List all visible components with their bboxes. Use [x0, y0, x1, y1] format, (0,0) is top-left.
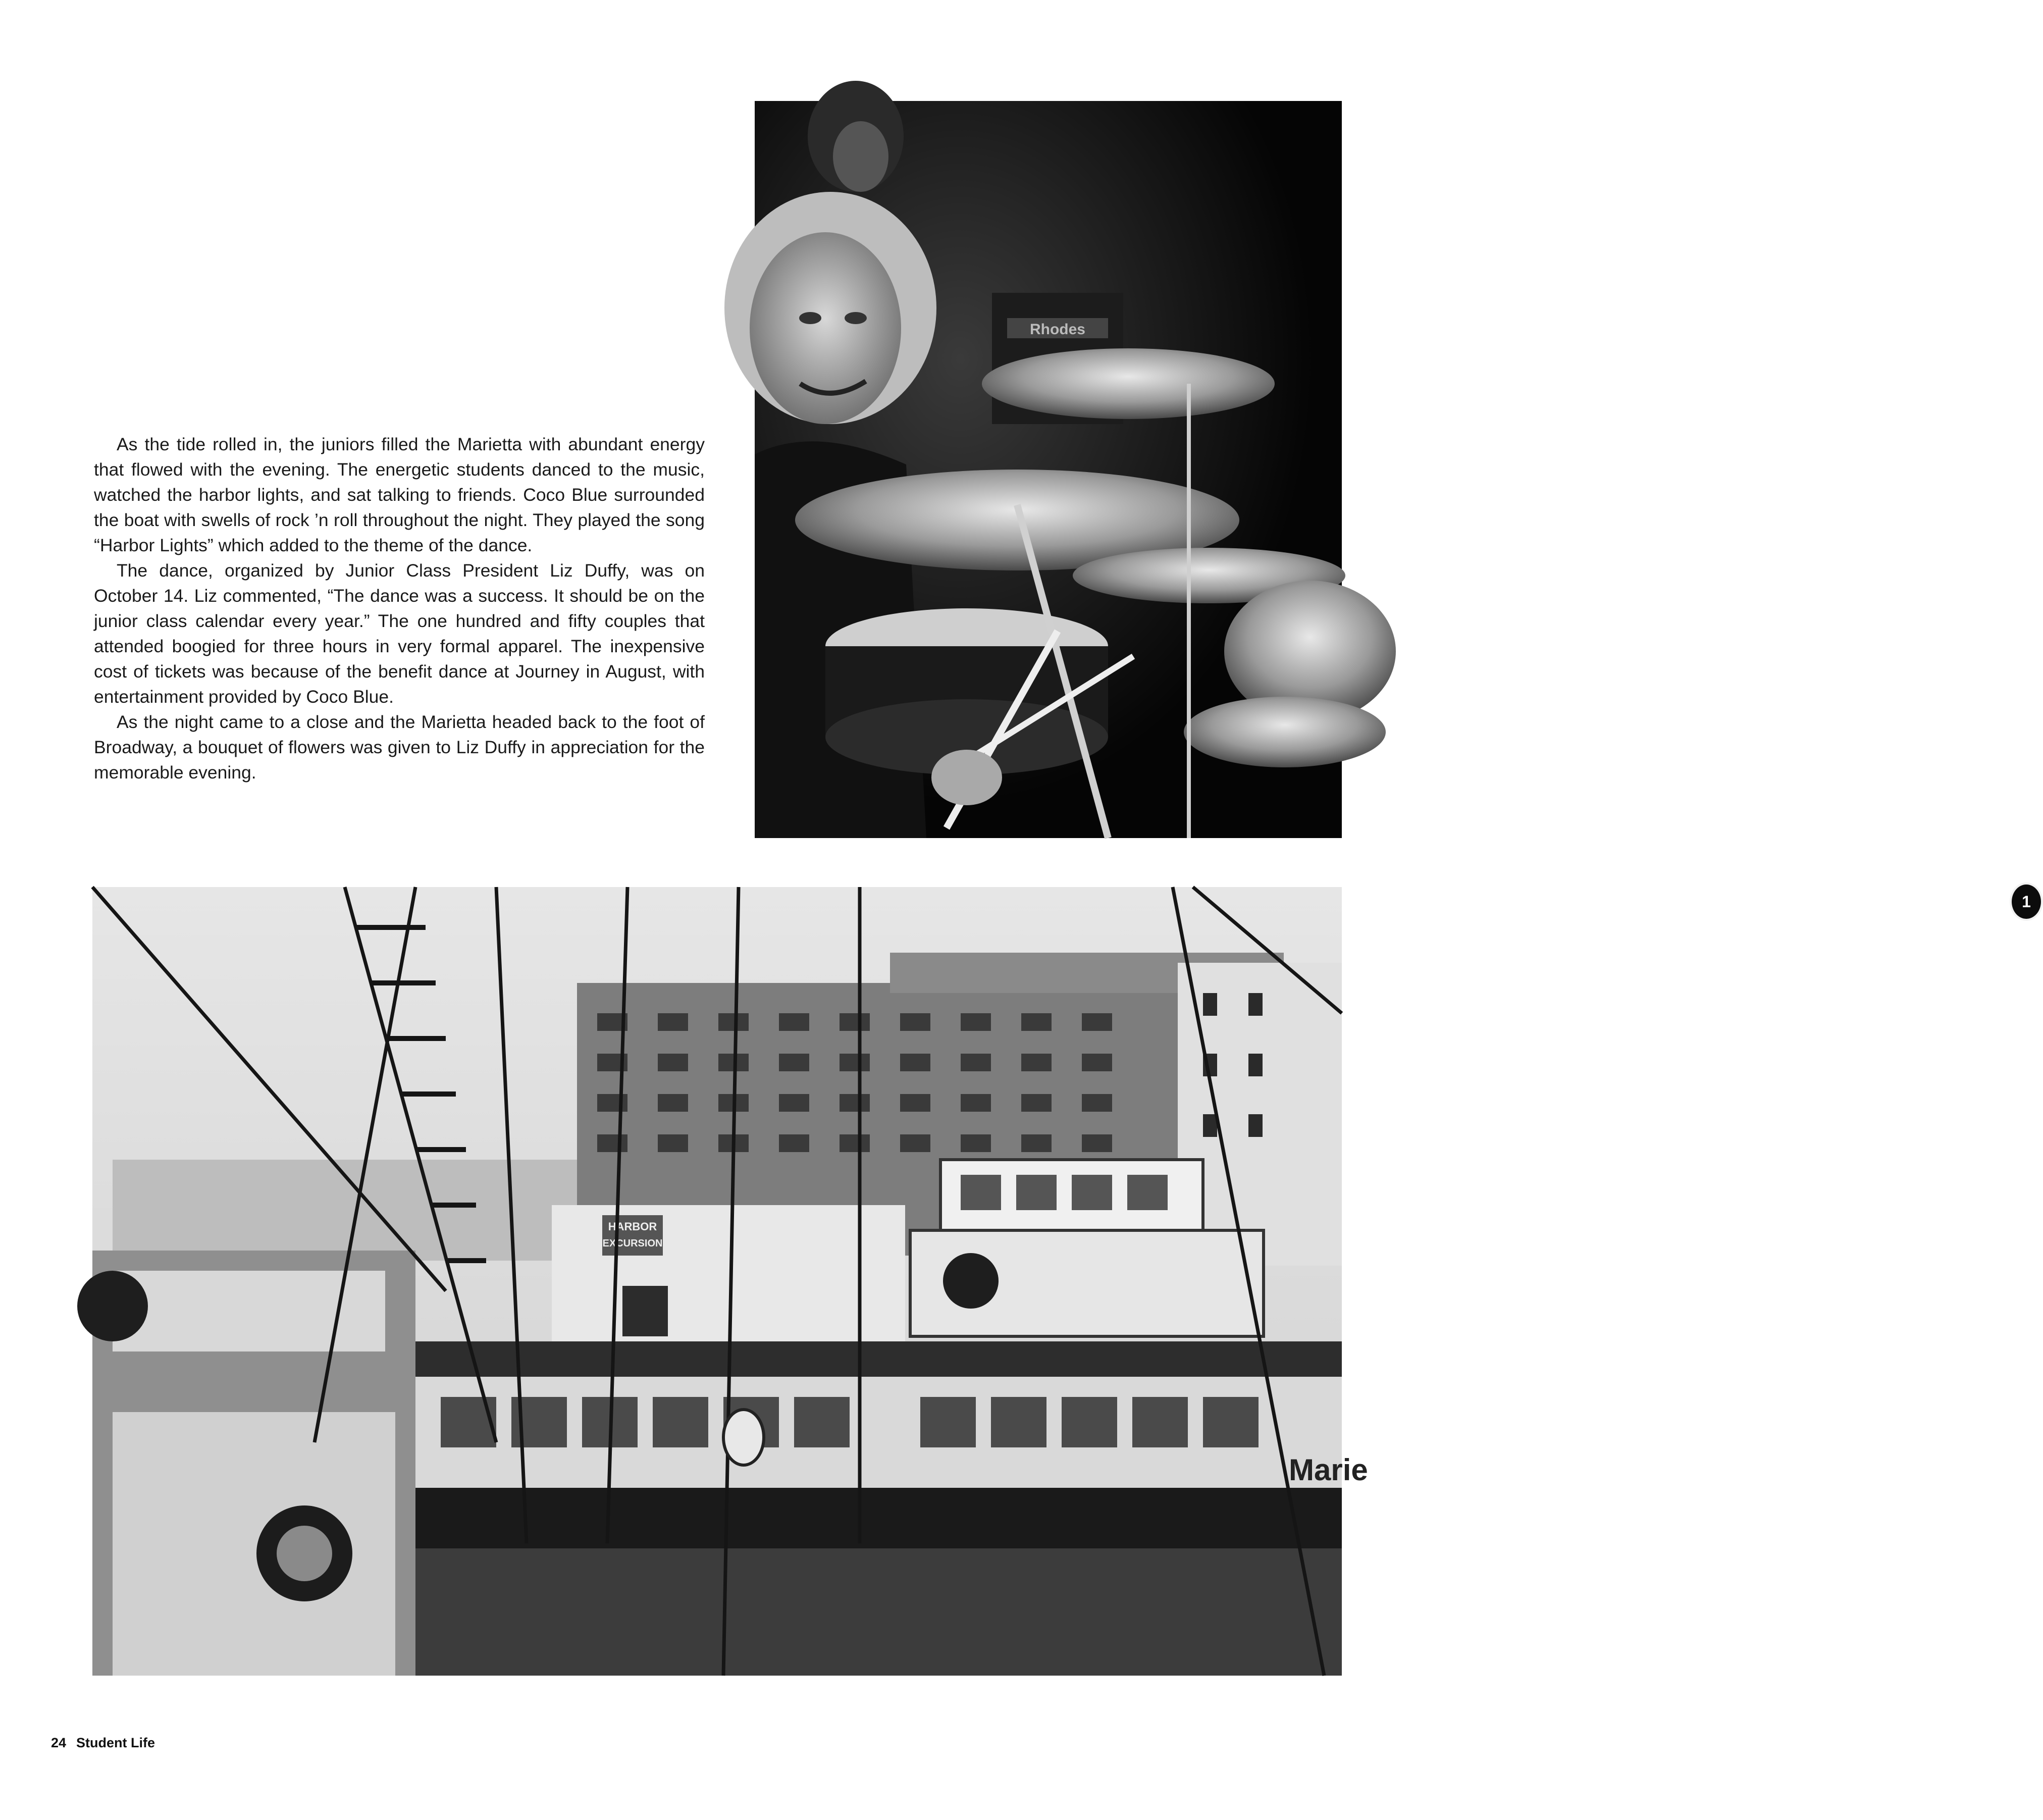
- harbor-photo-image: [92, 887, 1368, 1676]
- boat-name-label: Marie: [1289, 1453, 1368, 1487]
- photo-number-badge: 1: [2010, 882, 2043, 921]
- drummer-photo-image: [755, 101, 1342, 838]
- article-paragraph-3: As the night came to a close and the Marietta headed back to the foot of Broadway, a bouquet of flowers was given to Liz Duffy in appreciation for the memorable evening.: [94, 712, 705, 783]
- harbor-sign-line1: HARBOR: [608, 1220, 657, 1233]
- drummer-photo: [755, 101, 2031, 911]
- section-title: Student Life: [76, 1735, 155, 1750]
- page-number: 24: [51, 1735, 67, 1750]
- harbor-photo: [92, 887, 1368, 1676]
- article-paragraph-1: As the tide rolled in, the juniors filled the Marietta with abundant energy that flowed with the evening. The energetic students danced to the music, watched the harbor lights, and sat talking to friends. Coco Blue surrounded the boat with swells of rock ’n roll throughout the night. They played the song “Harbor Lights” which added to the theme of the dance.: [94, 434, 705, 555]
- article-body: [94, 432, 705, 785]
- harbor-sign-line2: EXCURSION: [602, 1238, 663, 1249]
- page-footer: [51, 1735, 155, 1751]
- article-paragraph-2: The dance, organized by Junior Class President Liz Duffy, was on October 14. Liz commented, “The dance was a success. It should be on the junior class calendar every year.” The one hundred and fifty couples that attended boogied for three hours in very formal apparel. The inexpensive cost of tickets was because of the benefit dance at Journey in August, with entertainment provided by Coco Blue.: [94, 560, 705, 707]
- amp-brand-label: Rhodes: [1029, 321, 1086, 338]
